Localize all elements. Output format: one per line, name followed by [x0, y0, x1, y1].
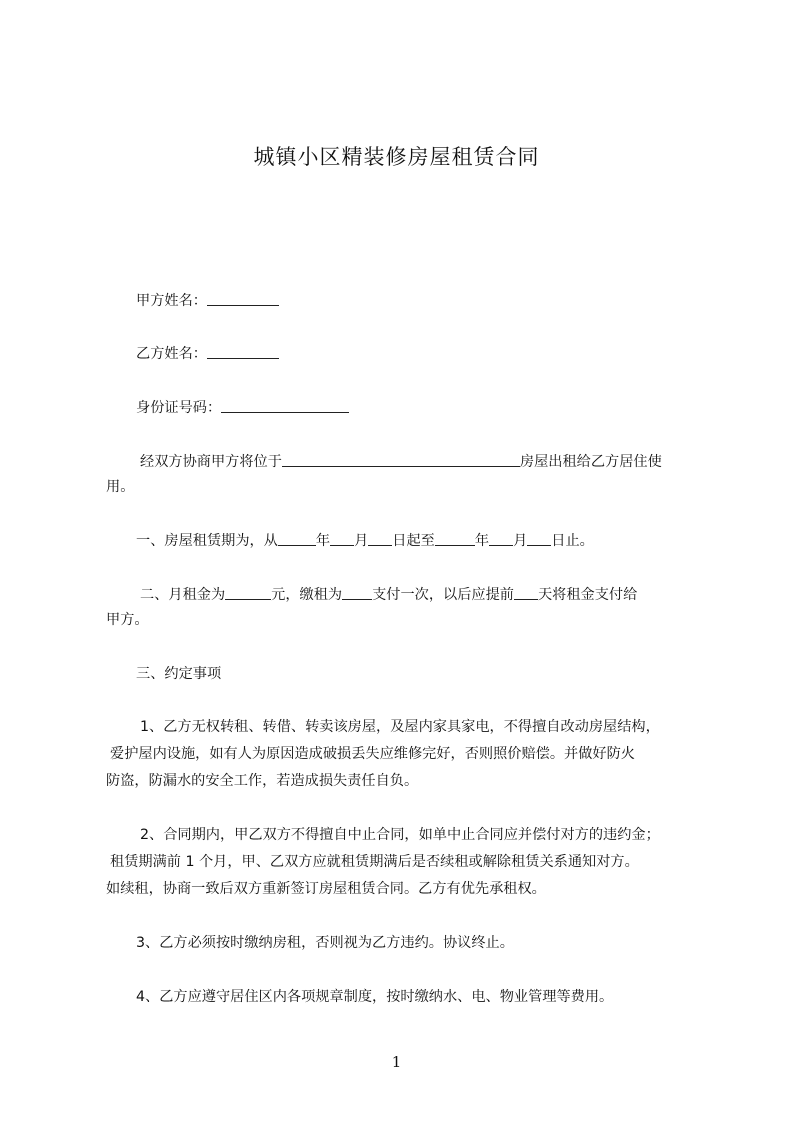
party-a-label: 甲方姓名： [136, 293, 207, 309]
party-a-field [136, 286, 279, 316]
intro-paragraph-line2: 用。 [106, 479, 135, 495]
year-label: 年 [474, 533, 490, 549]
clause-2-rent-line2: 甲方。 [106, 612, 149, 628]
month-label: 月 [513, 533, 528, 549]
payment-period-blank[interactable] [342, 584, 372, 600]
property-address-blank[interactable] [282, 451, 520, 467]
id-number-field [136, 393, 349, 423]
end-day-blank[interactable] [527, 530, 551, 546]
advance-days-blank[interactable] [514, 584, 538, 600]
day-to-label: 日止。 [551, 533, 594, 549]
rent-unit-text: 元，缴租为 [271, 587, 343, 603]
party-b-field [136, 339, 279, 369]
clause-3-item-2-line2: 租赁期满前 1 个月，甲、乙双方应就租赁期满后是否续租或解除租赁关系通知对方。 [110, 854, 639, 870]
monthly-rent-blank[interactable] [225, 584, 271, 600]
clause-1-lease-term [136, 526, 594, 556]
party-b-blank[interactable] [207, 343, 279, 359]
start-year-blank[interactable] [278, 530, 316, 546]
clause-3-item-1-line3: 防盗，防漏水的安全工作，若造成损失责任自负。 [106, 773, 419, 789]
intro-text-after: 房屋出租给乙方居住使 [519, 454, 662, 470]
end-month-blank[interactable] [489, 530, 513, 546]
clause-3-item-3: 3、乙方必须按时缴纳房租，否则视为乙方违约。协议终止。 [136, 935, 514, 951]
intro-paragraph-line1 [140, 447, 662, 477]
month-label: 月 [354, 533, 369, 549]
start-day-blank[interactable] [368, 530, 392, 546]
id-number-blank[interactable] [221, 397, 349, 413]
id-number-label: 身份证号码： [136, 400, 222, 416]
page-number: 1 [391, 1053, 402, 1071]
end-year-blank[interactable] [435, 530, 475, 546]
clause-3-heading: 三、约定事项 [136, 666, 222, 682]
clause-2-rent-line1 [140, 580, 637, 610]
payment-text: 支付一次，以后应提前 [372, 587, 514, 603]
year-label: 年 [315, 533, 331, 549]
clause-3-item-2-line3: 如续租，协商一致后双方重新签订房屋租赁合同。乙方有优先承租权。 [106, 881, 546, 897]
clause-3-item-1-line2: 爱护屋内设施，如有人为原因造成破损丢失应维修完好，否则照价赔偿。并做好防火 [110, 746, 635, 762]
day-from-label: 日起至 [392, 533, 435, 549]
clause-3-item-4: 4、乙方应遵守居住区内各项规章制度，按时缴纳水、电、物业管理等费用。 [136, 989, 614, 1005]
clause-1-text: 一、房屋租赁期为，从 [136, 533, 278, 549]
payment-deadline-text: 天将租金支付给 [537, 587, 638, 603]
document-title: 城镇小区精装修房屋租赁合同 [253, 145, 540, 169]
intro-text-before: 经双方协商甲方将位于 [140, 454, 282, 470]
clause-2-text: 二、月租金为 [140, 587, 226, 603]
clause-3-item-1-line1: 1、乙方无权转租、转借、转卖该房屋，及屋内家具家电，不得擅自改动房屋结构， [140, 719, 660, 735]
start-month-blank[interactable] [330, 530, 354, 546]
party-a-blank[interactable] [207, 290, 279, 306]
clause-3-item-2-line1: 2、合同期内，甲乙双方不得擅自中止合同，如单中止合同应并偿付对方的违约金； [140, 827, 660, 843]
party-b-label: 乙方姓名： [136, 346, 207, 362]
